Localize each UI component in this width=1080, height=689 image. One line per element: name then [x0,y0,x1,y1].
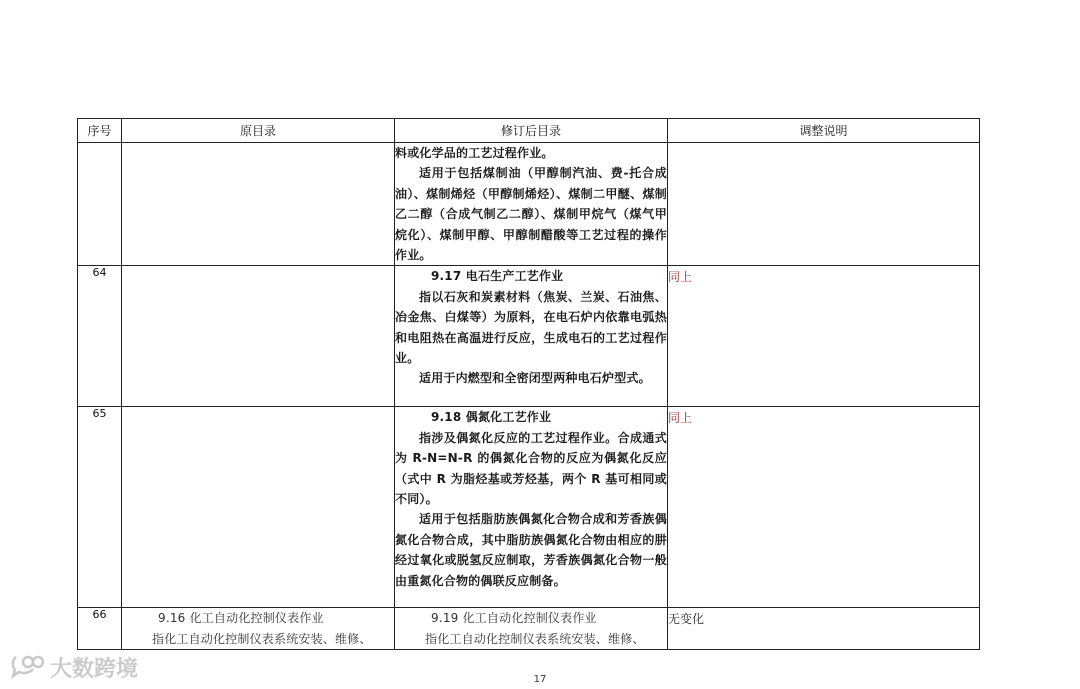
note-cell [668,608,980,650]
header-no: 序号 [78,119,122,143]
original-heading: 9.16 化工自动化控制仪表作业 [158,611,324,626]
table-row [78,266,980,407]
revised-heading: 9.17 电石生产工艺作业 [431,269,564,284]
revised-text: 适用于包括煤制油（甲醇制汽油、费-托合成油）、煤制烯烃（甲醇制烯烃）、煤制二甲醚、煤制乙二醇（合成气制乙二醇）、煤制甲烷气（煤气甲烷化）、煤制甲醇、甲醇制醋酸等工艺过程的操作作业。 [395,166,667,263]
note-text: 无变化 [668,612,705,627]
original-cell [122,608,395,650]
header-original: 原目录 [122,119,395,143]
note-text: 同上 [668,411,693,426]
header-note: 调整说明 [668,119,980,143]
revised-text: 指化工自动化控制仪表系统安装、维修、 [425,631,645,646]
watermark-text: 大数跨境 [50,656,139,682]
note-cell [668,143,980,266]
table-row [78,608,980,650]
table-header-row [78,119,980,143]
original-cell [122,143,395,266]
note-cell [668,266,980,407]
revised-cell [395,143,668,266]
revised-text: 适用于内燃型和全密闭型两种电石炉型式。 [419,371,651,386]
note-text: 同上 [668,270,693,285]
revised-heading: 9.19 化工自动化控制仪表作业 [431,611,597,626]
original-text: 指化工自动化控制仪表系统安装、维修、 [152,631,372,646]
row-number: 66 [78,608,122,650]
note-cell [668,407,980,608]
page-number: 17 [533,674,547,685]
table-row [78,407,980,608]
revised-heading: 9.18 偶氮化工艺作业 [431,410,552,425]
row-number: 65 [78,407,122,608]
revised-text: 料或化学品的工艺过程作业。 [395,146,554,160]
row-number [78,143,122,266]
revised-text: 指涉及偶氮化反应的工艺过程作业。合成通式为 R-N=N-R 的偶氮化合物的反应为偶氮化反应（式中 R 为脂烃基或芳烃基，两个 R 基可相同或不同）。 [395,430,667,507]
original-cell [122,266,395,407]
header-revised: 修订后目录 [395,119,668,143]
revised-text: 适用于包括脂肪族偶氮化合物合成和芳香族偶氮化合物合成，其中脂肪族偶氮化合物由相应的肼经过氧化或脱氢反应制取，芳香族偶氮化合物一般由重氮化合物的偶联反应制备。 [395,512,667,588]
revised-cell [395,608,668,650]
catalog-table [77,118,980,650]
table-row [78,143,980,266]
row-number: 64 [78,266,122,407]
revised-cell [395,266,668,407]
revised-cell [395,407,668,608]
original-cell [122,407,395,608]
revised-text: 指以石灰和炭素材料（焦炭、兰炭、石油焦、冶金焦、白煤等）为原料，在电石炉内依靠电弧热和电阻热在高温进行反应，生成电石的工艺过程作业。 [395,289,667,366]
